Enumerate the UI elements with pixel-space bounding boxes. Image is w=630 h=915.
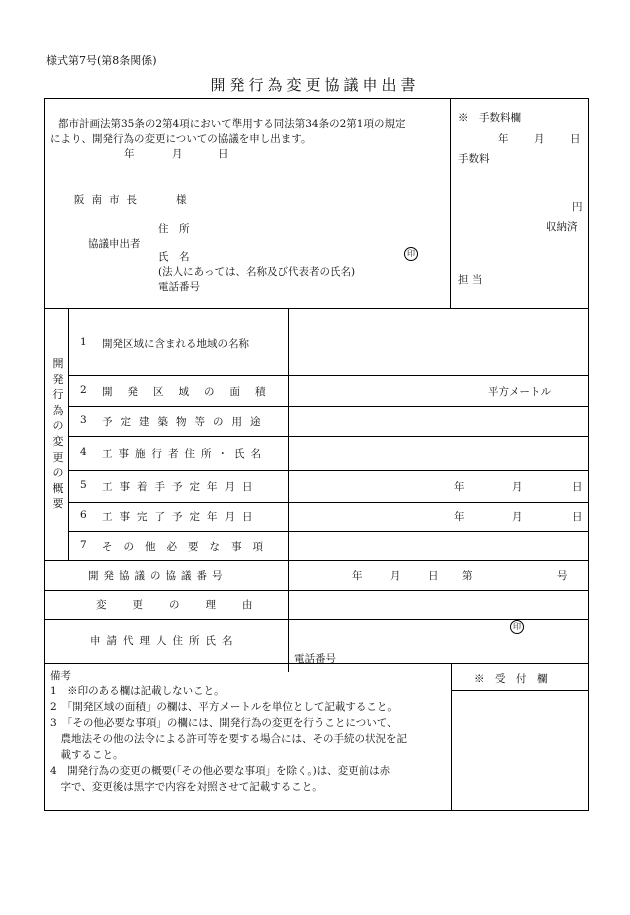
overview-row-line-2 xyxy=(68,406,589,407)
fee-day: 日 xyxy=(570,133,581,145)
date-month: 月 xyxy=(172,148,183,160)
date-year: 年 xyxy=(124,148,135,160)
row-label-end-date: 工事完了予定年月日 xyxy=(102,511,260,523)
notes-line-1: 1 ※印のある欄は記載しないこと。 xyxy=(50,685,225,697)
consult-number-label: 開発協議の協議番号 xyxy=(88,570,228,582)
date-day: 日 xyxy=(218,148,229,160)
overview-side-label: 開発行為の変更の概要 xyxy=(52,357,64,511)
reception-divider xyxy=(451,663,452,811)
end-year: 年 xyxy=(454,511,465,523)
reason-row-bottom xyxy=(44,619,589,620)
row-number-2: 2 xyxy=(80,384,87,396)
row-number-4: 4 xyxy=(80,446,87,458)
reception-title-line xyxy=(451,690,589,691)
row-number-7: 7 xyxy=(80,539,87,551)
area-unit: 平方メートル xyxy=(488,386,551,398)
overview-side-divider xyxy=(68,308,69,560)
consult-year: 年 xyxy=(352,570,363,582)
notes-line-5: 載すること。 xyxy=(50,749,124,761)
notes-line-7: 字で、変更後は黒字で内容を対照させて記載すること。 xyxy=(50,781,323,793)
overview-row-line-4 xyxy=(68,470,589,471)
row-label-region-name: 開発区域に含まれる地域の名称 xyxy=(102,338,249,350)
notes-line-3: 3 「その他必要な事項」の欄には、開発行為の変更を行うことについて、 xyxy=(50,717,398,729)
agent-phone-label: 電話番号 xyxy=(294,653,336,665)
applicant-label: 協議申出者 xyxy=(88,238,141,250)
row-label-other: その他必要な事項 xyxy=(102,541,274,553)
notes-line-4: 農地法その他の法令による許可等を要する場合には、その手続の状況を記 xyxy=(50,733,407,745)
overview-row-line-3 xyxy=(68,436,589,437)
end-month: 月 xyxy=(512,511,523,523)
row-number-5: 5 xyxy=(80,479,87,491)
reception-title: ※ 受 付 欄 xyxy=(474,673,548,685)
row-number-3: 3 xyxy=(80,414,87,426)
consult-dai: 第 xyxy=(462,570,473,582)
form-number: 様式第7号(第8条関係) xyxy=(46,54,157,67)
phone-label: 電話番号 xyxy=(158,281,200,293)
notes-line-2: 2 「開発区域の面積」の欄は、平方メートルを単位として記載すること。 xyxy=(50,701,398,713)
fee-month: 月 xyxy=(534,133,545,145)
row-label-building-use: 予定建築物等の用途 xyxy=(102,416,269,428)
consult-month: 月 xyxy=(390,570,401,582)
overview-label-divider xyxy=(288,308,289,672)
overview-row-line-1 xyxy=(68,375,589,376)
agent-seal-icon: 印 xyxy=(510,620,524,634)
corporation-note: (法人にあっては、名称及び代表者の氏名) xyxy=(158,266,356,278)
fee-yen: 円 xyxy=(572,201,583,213)
fee-divider xyxy=(450,98,451,308)
fee-label: 手数料 xyxy=(458,153,490,165)
consult-go: 号 xyxy=(557,570,568,582)
top-section-bottom xyxy=(44,308,589,309)
honorific: 様 xyxy=(176,194,187,206)
fee-paid: 収納済 xyxy=(546,221,578,233)
end-day: 日 xyxy=(572,511,583,523)
address-label: 住 所 xyxy=(158,223,190,235)
row-number-1: 1 xyxy=(80,336,87,348)
fee-staff: 担 当 xyxy=(458,274,483,286)
row-label-area: 開発区域の面積 xyxy=(102,386,281,398)
fee-box-title: ※ 手数料欄 xyxy=(458,112,521,124)
addressee: 阪南市長 xyxy=(74,194,144,206)
intro-line-2: により、開発行為の変更についての協議を申し出ます。 xyxy=(50,133,312,145)
start-day: 日 xyxy=(572,481,583,493)
start-year: 年 xyxy=(454,481,465,493)
row-number-6: 6 xyxy=(80,509,87,521)
notes-line-6: 4 開発行為の変更の概要(「その他必要な事項」を除く。)は、変更前は赤 xyxy=(50,765,391,777)
overview-bottom xyxy=(44,560,589,561)
row-label-start-date: 工事着手予定年月日 xyxy=(102,481,260,493)
name-label: 氏 名 xyxy=(158,251,190,263)
overview-row-line-6 xyxy=(68,531,589,532)
change-reason-label: 変更の理由 xyxy=(96,599,279,611)
consult-row-bottom xyxy=(44,590,589,591)
intro-line-1: 都市計画法第35条の2第4項において準用する同法第34条の2第1項の規定 xyxy=(58,118,406,130)
overview-row-line-5 xyxy=(68,502,589,503)
agent-label: 申請代理人住所氏名 xyxy=(90,635,239,647)
form-title: 開発行為変更協議申出書 xyxy=(210,76,420,94)
applicant-seal-icon: 印 xyxy=(404,247,418,261)
fee-year: 年 xyxy=(498,133,509,145)
start-month: 月 xyxy=(512,481,523,493)
notes-title: 備考 xyxy=(50,670,71,682)
consult-day: 日 xyxy=(428,570,439,582)
row-label-contractor: 工事施行者住所・氏名 xyxy=(102,448,267,460)
